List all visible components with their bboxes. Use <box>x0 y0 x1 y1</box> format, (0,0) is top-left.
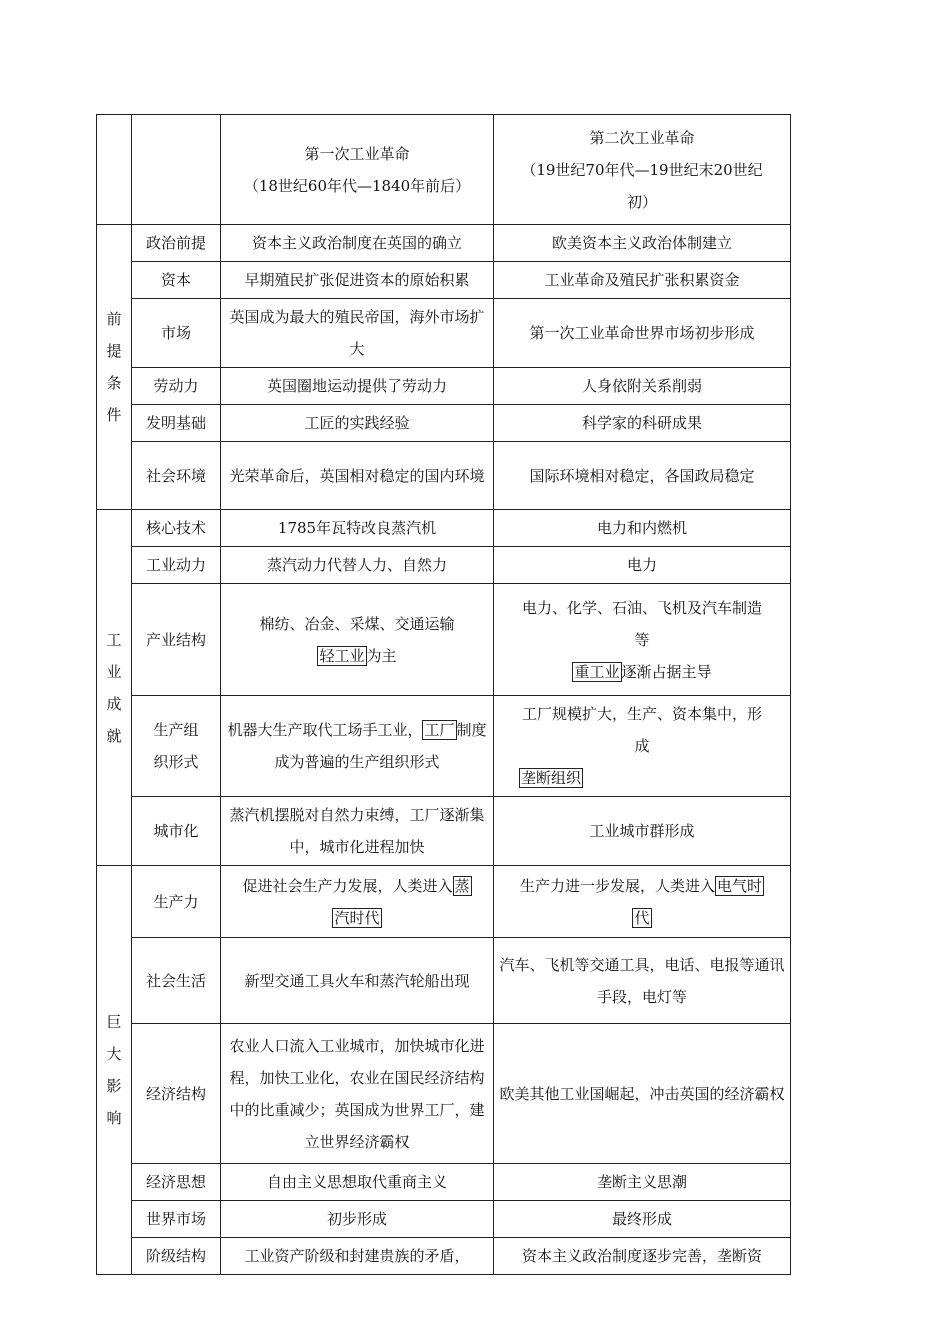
row-label: 世界市场 <box>132 1201 221 1238</box>
steam-age-box-a: 蒸 <box>454 876 470 895</box>
table-row <box>97 442 791 510</box>
first-cell: 资本主义政治制度在英国的确立 <box>221 225 494 262</box>
table-row <box>97 1164 791 1201</box>
monopoly-box: 垄断组织 <box>521 769 582 787</box>
second-cell: 资本主义政治制度逐步完善，垄断资 <box>494 1238 791 1275</box>
heavy-industry-box: 重工业 <box>574 662 620 681</box>
table-row <box>97 797 791 866</box>
table-row <box>97 368 791 405</box>
row-label: 城市化 <box>132 797 221 866</box>
row-label: 工业动力 <box>132 547 221 584</box>
row-label: 生产力 <box>132 866 221 938</box>
row-label: 社会环境 <box>132 442 221 510</box>
electric-age-box-a: 电气时 <box>717 876 763 895</box>
steam-age-box-b: 汽时代 <box>334 908 380 927</box>
section-impact: 巨 大 影 响 <box>97 866 132 1275</box>
second-cell: 垄断主义思潮 <box>494 1164 791 1201</box>
header-row <box>97 115 791 225</box>
electric-age-box-b: 代 <box>634 908 650 927</box>
light-industry-box: 轻工业 <box>319 646 365 665</box>
comparison-table <box>96 114 791 1275</box>
row-label: 经济结构 <box>132 1024 221 1164</box>
first-cell: 机器大生产取代工场手工业， 工厂 制度成为普遍的生产组织形式 <box>221 696 494 797</box>
first-cell: 英国成为最大的殖民帝国，海外市场扩大 <box>221 299 494 368</box>
first-cell: 蒸汽机摆脱对自然力束缚，工厂逐渐集中，城市化进程加快 <box>221 797 494 866</box>
second-cell: 欧美其他工业国崛起，冲击英国的经济霸权 <box>494 1024 791 1164</box>
header-first-revolution <box>221 115 494 225</box>
blank-label-cell <box>132 115 221 225</box>
second-revolution-period-b: 初） <box>626 192 657 211</box>
first-cell: 蒸汽动力代替人力、自然力 <box>221 547 494 584</box>
second-cell: 工业城市群形成 <box>494 797 791 866</box>
table-row <box>97 1238 791 1275</box>
table-row <box>97 866 791 938</box>
row-label: 生产组 织形式 <box>132 696 221 797</box>
first-cell: 促进社会生产力发展，人类进入 蒸 汽时代 <box>221 866 494 938</box>
table-row <box>97 547 791 584</box>
section-achievement: 工 业 成 就 <box>97 510 132 866</box>
first-cell: 工匠的实践经验 <box>221 405 494 442</box>
second-cell: 工业革命及殖民扩张积累资金 <box>494 262 791 299</box>
table-row <box>97 262 791 299</box>
second-cell: 电力和内燃机 <box>494 510 791 547</box>
first-cell: 初步形成 <box>221 1201 494 1238</box>
first-cell: 1785年瓦特改良蒸汽机 <box>221 510 494 547</box>
second-cell: 汽车、飞机等交通工具，电话、电报等通讯手段，电灯等 <box>494 938 791 1024</box>
second-cell: 电力、化学、石油、飞机及汽车制造 等 重工业 逐渐占据主导 <box>494 584 791 696</box>
first-cell: 农业人口流入工业城市，加快城市化进程，加快工业化，农业在国民经济结构中的比重减少；英国成为世界工厂，建立世界经济霸权 <box>221 1024 494 1164</box>
first-cell: 工业资产阶级和封建贵族的矛盾， <box>221 1238 494 1275</box>
table-row <box>97 938 791 1024</box>
second-cell: 第一次工业革命世界市场初步形成 <box>494 299 791 368</box>
table-row <box>97 299 791 368</box>
first-cell: 英国圈地运动提供了劳动力 <box>221 368 494 405</box>
first-cell: 光荣革命后，英国相对稳定的国内环境 <box>221 442 494 510</box>
second-revolution-title: 第二次工业革命 <box>589 128 695 147</box>
second-cell: 欧美资本主义政治体制建立 <box>494 225 791 262</box>
second-cell: 人身依附关系削弱 <box>494 368 791 405</box>
section-premise: 前 提 条 件 <box>97 225 132 510</box>
table-row <box>97 510 791 547</box>
row-label: 阶级结构 <box>132 1238 221 1275</box>
row-label: 经济思想 <box>132 1164 221 1201</box>
row-label: 社会生活 <box>132 938 221 1024</box>
second-cell: 科学家的科研成果 <box>494 405 791 442</box>
first-cell: 棉纺、冶金、采煤、交通运输 轻工业 为主 <box>221 584 494 696</box>
second-cell: 国际环境相对稳定，各国政局稳定 <box>494 442 791 510</box>
table-row <box>97 405 791 442</box>
blank-corner-cell <box>97 115 132 225</box>
second-revolution-period-a: （19世纪70年代—19世纪末20世纪 <box>521 160 763 179</box>
row-label: 劳动力 <box>132 368 221 405</box>
factory-box: 工厂 <box>424 721 455 739</box>
header-second-revolution <box>494 115 791 225</box>
second-cell: 生产力进一步发展，人类进入 电气时 代 <box>494 866 791 938</box>
first-revolution-title: 第一次工业革命 <box>304 144 410 163</box>
row-label: 资本 <box>132 262 221 299</box>
first-cell: 新型交通工具火车和蒸汽轮船出现 <box>221 938 494 1024</box>
row-label: 产业结构 <box>132 584 221 696</box>
second-cell: 电力 <box>494 547 791 584</box>
table-row <box>97 1024 791 1164</box>
second-cell: 最终形成 <box>494 1201 791 1238</box>
row-label: 核心技术 <box>132 510 221 547</box>
table-row <box>97 1201 791 1238</box>
row-label: 政治前提 <box>132 225 221 262</box>
row-label: 发明基础 <box>132 405 221 442</box>
row-label: 市场 <box>132 299 221 368</box>
table-row <box>97 696 791 797</box>
first-cell: 自由主义思想取代重商主义 <box>221 1164 494 1201</box>
second-cell: 工厂规模扩大，生产、资本集中，形 成 垄断组织 <box>494 696 791 797</box>
table-row <box>97 584 791 696</box>
first-cell: 早期殖民扩张促进资本的原始积累 <box>221 262 494 299</box>
table-row <box>97 225 791 262</box>
first-revolution-period: （18世纪60年代—1840年前后） <box>243 176 471 195</box>
